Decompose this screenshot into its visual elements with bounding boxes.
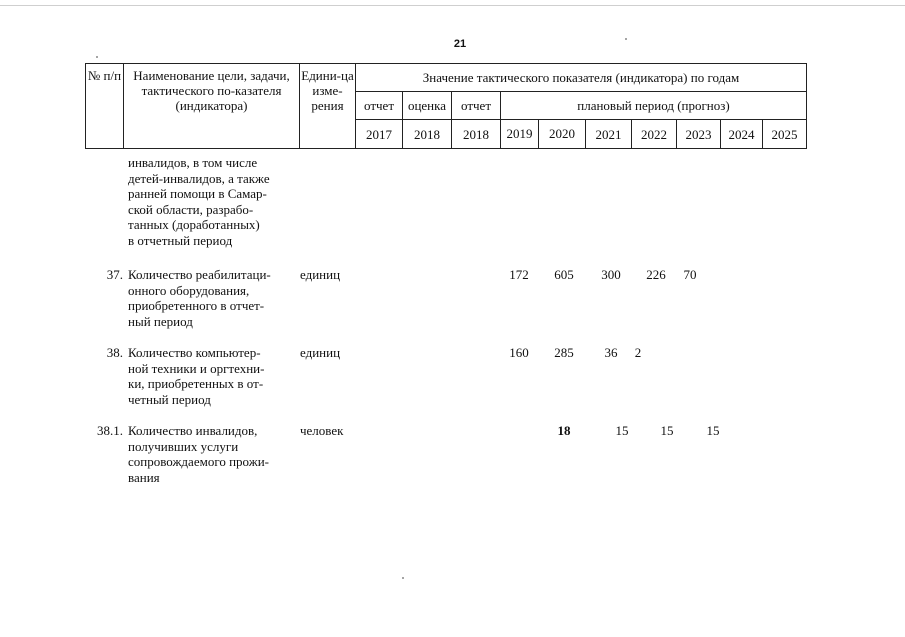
row-unit: единиц — [300, 345, 341, 360]
header-year: 2019 — [501, 120, 539, 148]
header-num: № п/п — [86, 64, 124, 149]
header-report-2017: отчет — [356, 92, 403, 120]
scan-speck — [625, 38, 627, 40]
header-values-title: Значение тактического показателя (индикатора) по годам — [356, 64, 807, 92]
row-unit: единиц — [300, 267, 341, 282]
scan-speck — [96, 56, 98, 58]
value-2019: 172 — [509, 267, 529, 282]
header-estimate: оценка — [403, 92, 452, 120]
row-name: Количество инвалидов, получивших услуги сопровождаемого прожи- вания — [128, 423, 269, 485]
header-unit: Едини-ца изме-рения — [300, 64, 356, 149]
header-year: 2017 — [356, 120, 403, 149]
row-unit: человек — [300, 423, 344, 438]
header-year: 2021 — [586, 120, 632, 149]
row-number: 38. — [106, 345, 123, 360]
value-2023: 15 — [706, 423, 720, 438]
value-2020: 18 — [557, 423, 571, 438]
table-header — [85, 63, 807, 149]
value-2021: 300 — [601, 267, 621, 282]
header-year: 2023 — [677, 120, 721, 149]
value-2020: 285 — [554, 345, 574, 360]
row-name: Количество реабилитаци- онного оборудования, приобретенного в отчет- ный период — [128, 267, 271, 329]
page-number: 21 — [453, 38, 467, 50]
row-name: Количество компьютер- ной техники и оргтехни- ки, приобретенных в от- четный период — [128, 345, 265, 407]
header-year: 2024 — [721, 120, 763, 149]
value-2020: 605 — [554, 267, 574, 282]
continuation-text: инвалидов, в том числе детей-инвалидов, а также ранней помощи в Самар- ской области, разрабо- танных (доработанных) в отчетный период — [128, 155, 270, 248]
row-number: 37. — [106, 267, 123, 282]
header-year: 2018 — [403, 120, 452, 149]
header-year: 2025 — [763, 120, 807, 149]
row-number: 38.1. — [97, 423, 123, 438]
value-2021: 36 — [604, 345, 618, 360]
header-name: Наименование цели, задачи, тактического по-казателя (индикатора) — [124, 64, 300, 149]
scan-speck — [402, 577, 404, 579]
value-2022: 2 — [634, 345, 642, 360]
header-report-2018: отчет — [452, 92, 501, 120]
header-year: 2020 — [549, 126, 575, 141]
value-2021: 15 — [615, 423, 629, 438]
value-2023: 70 — [683, 267, 697, 282]
header-year: 2018 — [452, 120, 501, 149]
value-2022: 226 — [646, 267, 666, 282]
value-2022: 15 — [660, 423, 674, 438]
value-2019: 160 — [509, 345, 529, 360]
header-year: 2022 — [632, 120, 677, 149]
header-planned-period: плановый период (прогноз) — [501, 92, 807, 120]
page-top-edge — [0, 5, 905, 6]
